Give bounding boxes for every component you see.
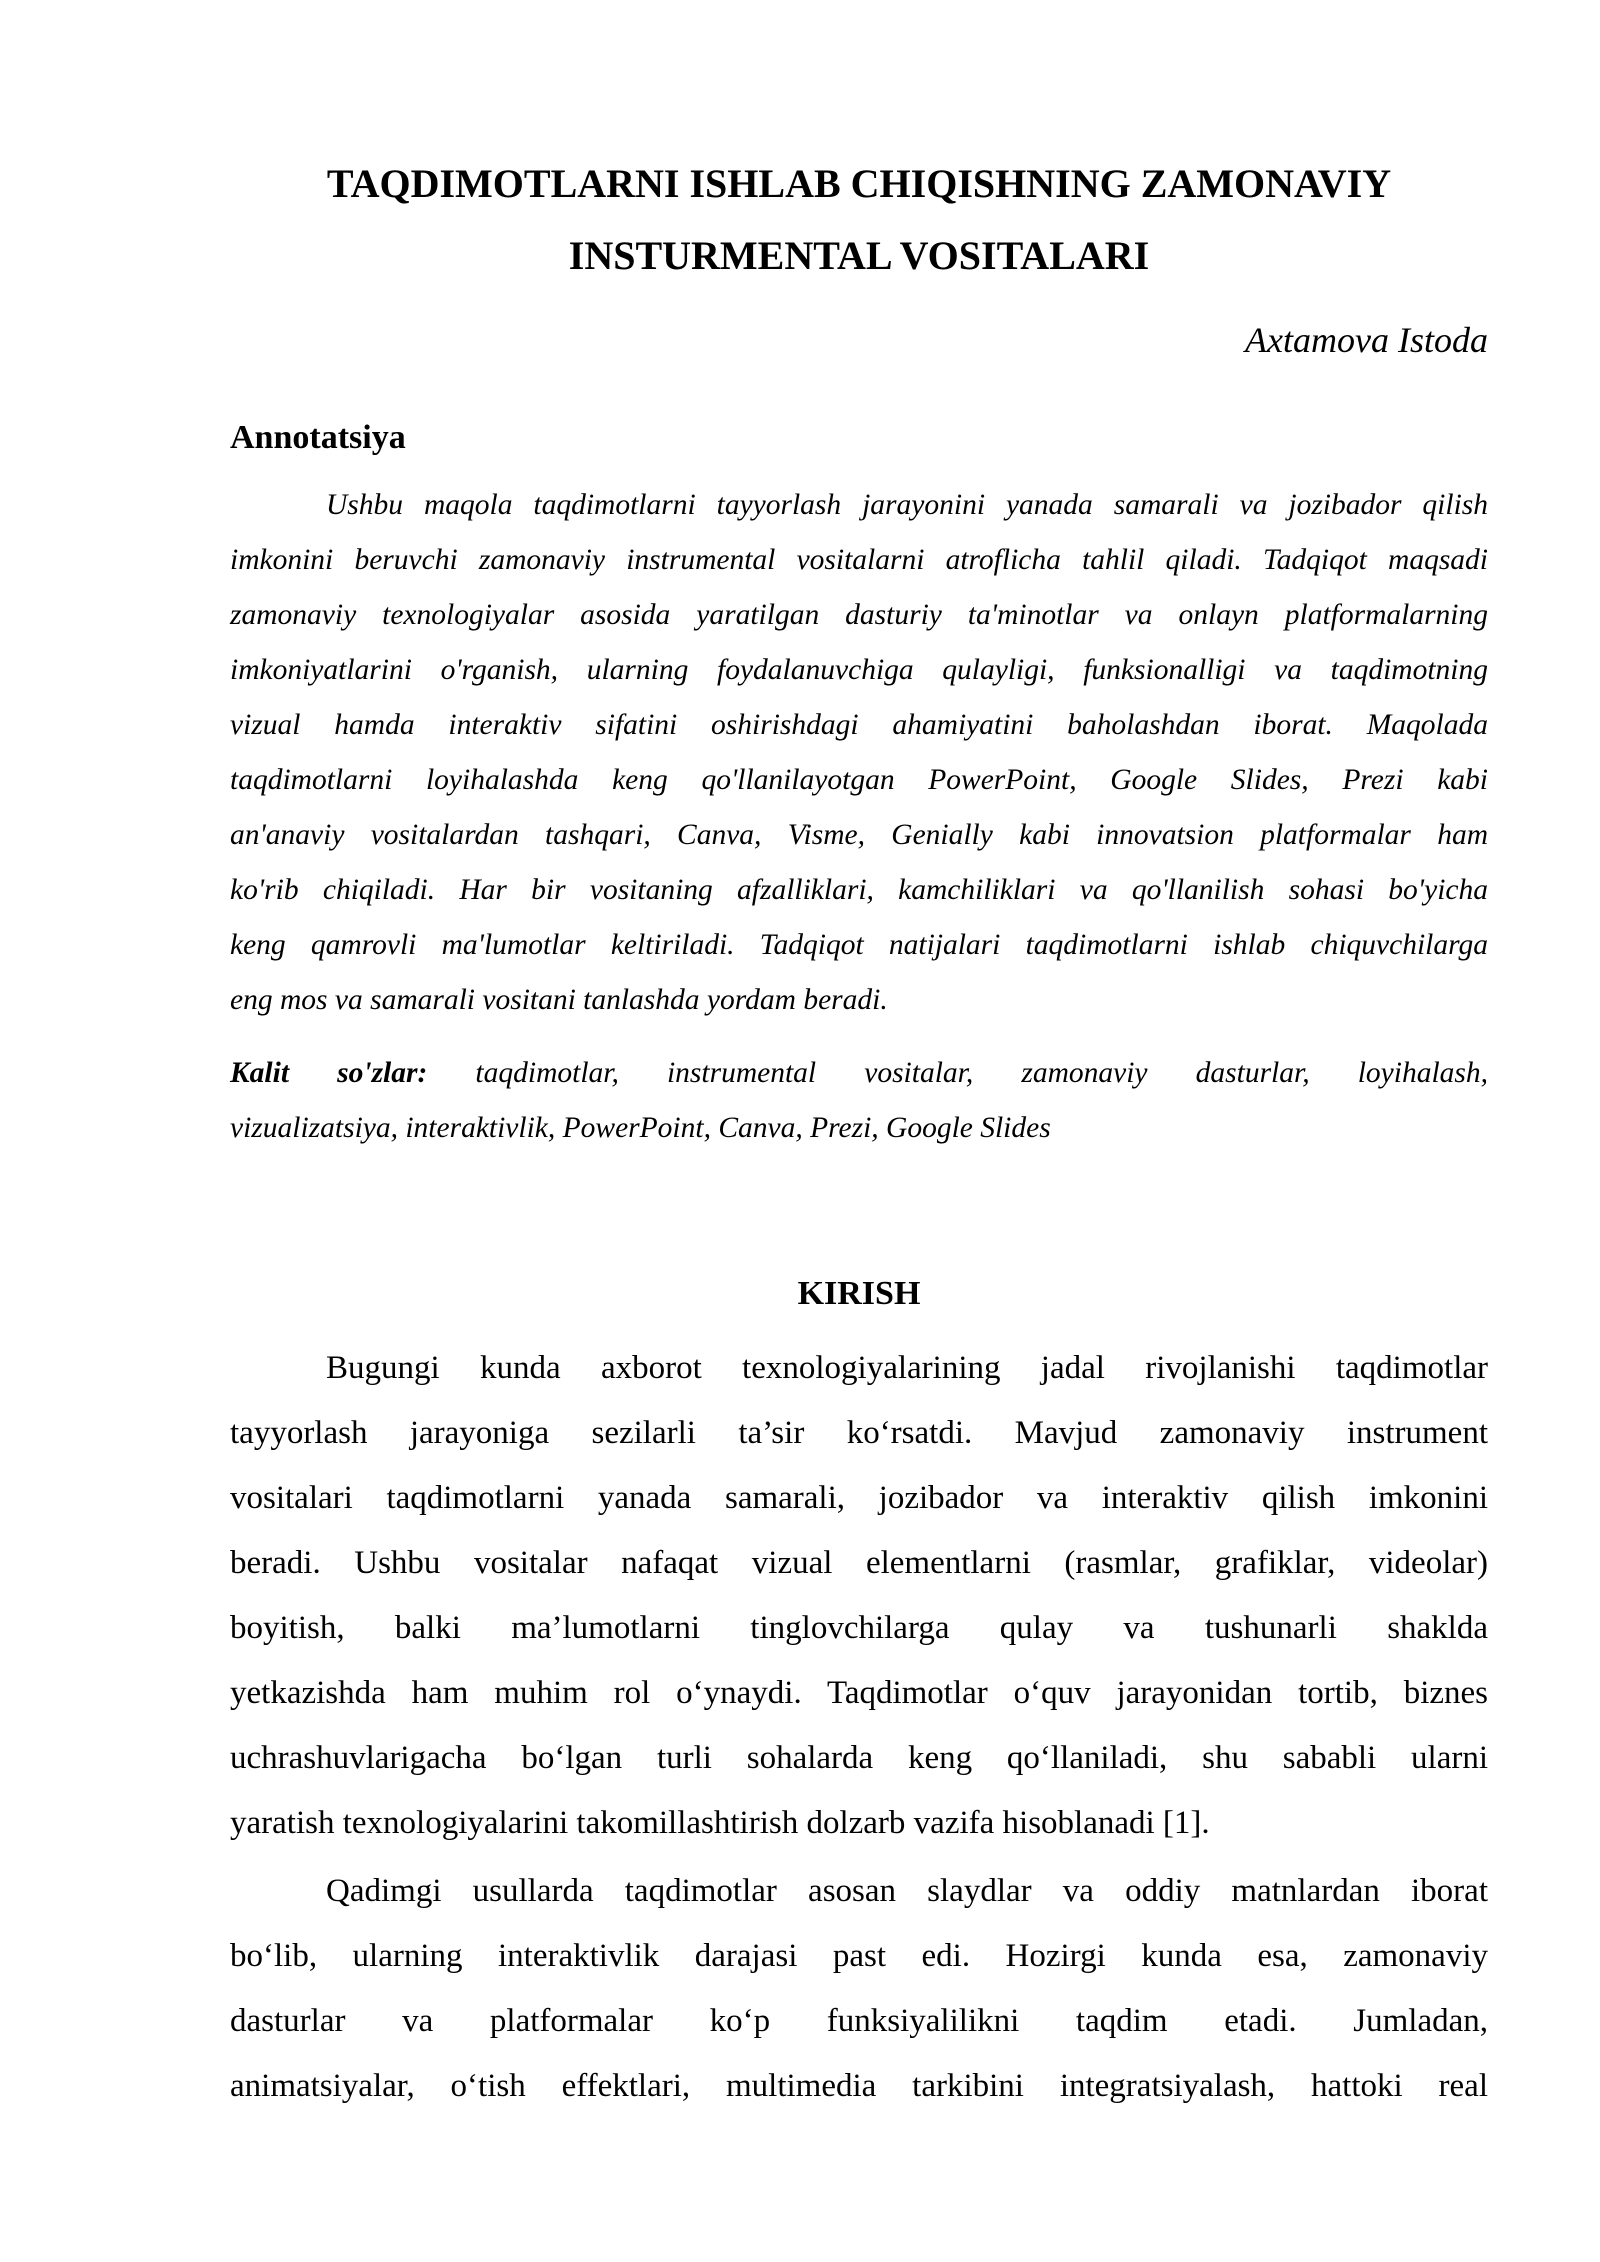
title-line-2: INSTURMENTAL VOSITALARI xyxy=(568,233,1150,278)
abstract-line: keng qamrovli ma'lumotlar keltiriladi. Tadqiqot natijalari taqdimotlarni ishlab chiquvchilarga xyxy=(230,929,1488,961)
title-line-1: TAQDIMOTLARNI ISHLAB CHIQISHNING ZAMONAVIY xyxy=(326,161,1392,206)
body-line: boyitish, balki ma’lumotlarni tinglovchilarga qulay va tushunarli shaklda xyxy=(230,1610,1488,1646)
abstract-line: imkoniyatlarini o'rganish, ularning foydalanuvchiga qulayligi, funksionalligi va taqdimotning xyxy=(230,654,1488,686)
keywords-label: Kalit so'zlar: xyxy=(230,1057,428,1089)
keywords-list: taqdimotlar, instrumental vositalar, zamonaviy dasturlar, loyihalash, xyxy=(475,1057,1488,1089)
abstract-line: imkonini beruvchi zamonaviy instrumental vositalarni atroflicha tahlil qiladi. Tadqiqot maqsadi xyxy=(230,544,1488,576)
abstract-line: ko'rib chiqiladi. Har bir vositaning afzalliklari, kamchiliklari va qo'llanilish sohasi bo'yicha xyxy=(230,874,1488,906)
body-line: Qadimgi usullarda taqdimotlar asosan slaydlar va oddiy matnlardan iborat xyxy=(326,1873,1488,1909)
article-title xyxy=(230,148,1488,292)
keywords-line-2: vizualizatsiya, interaktivlik, PowerPoint, Canva, Prezi, Google Slides xyxy=(230,1112,1051,1144)
abstract-line: taqdimotlarni loyihalashda keng qo'llanilayotgan PowerPoint, Google Slides, Prezi kabi xyxy=(230,764,1488,796)
abstract-line: eng mos va samarali vositani tanlashda yordam beradi. xyxy=(230,984,888,1016)
abstract-heading: Annotatsiya xyxy=(230,419,406,456)
body-line: Bugungi kunda axborot texnologiyalarining jadal rivojlanishi taqdimotlar xyxy=(326,1350,1488,1386)
body-line: uchrashuvlarigacha bo‘lgan turli sohalarda keng qo‘llaniladi, shu sababli ularni xyxy=(230,1740,1488,1776)
section-heading: KIRISH xyxy=(797,1275,921,1312)
abstract-line: an'anaviy vositalardan tashqari, Canva, Visme, Genially kabi innovatsion platformalar ham xyxy=(230,819,1488,851)
document-page xyxy=(230,0,1488,2262)
body-line: yaratish texnologiyalarini takomillashtirish dolzarb vazifa hisoblanadi [1]. xyxy=(230,1805,1210,1841)
body-line: beradi. Ushbu vositalar nafaqat vizual elementlarni (rasmlar, grafiklar, videolar) xyxy=(230,1545,1488,1581)
body-line: bo‘lib, ularning interaktivlik darajasi past edi. Hozirgi kunda esa, zamonaviy xyxy=(230,1938,1488,1974)
keywords-line-1 xyxy=(230,1051,1488,1095)
body-line: yetkazishda ham muhim rol o‘ynaydi. Taqdimotlar o‘quv jarayonidan tortib, biznes xyxy=(230,1675,1488,1711)
body-line: tayyorlash jarayoniga sezilarli ta’sir ko‘rsatdi. Mavjud zamonaviy instrument xyxy=(230,1415,1488,1451)
abstract-line: vizual hamda interaktiv sifatini oshirishdagi ahamiyatini baholashdan iborat. Maqolada xyxy=(230,709,1488,741)
abstract-line: Ushbu maqola taqdimotlarni tayyorlash jarayonini yanada samarali va jozibador qilish xyxy=(326,489,1488,521)
author-name: Axtamova Istoda xyxy=(1245,320,1488,360)
abstract-line: zamonaviy texnologiyalar asosida yaratilgan dasturiy ta'minotlar va onlayn platformalarning xyxy=(230,599,1488,631)
body-line: dasturlar va platformalar ko‘p funksiyalilikni taqdim etadi. Jumladan, xyxy=(230,2003,1488,2039)
body-line: animatsiyalar, o‘tish effektlari, multimedia tarkibini integratsiyalash, hattoki real xyxy=(230,2068,1488,2104)
body-line: vositalari taqdimotlarni yanada samarali, jozibador va interaktiv qilish imkonini xyxy=(230,1480,1488,1516)
